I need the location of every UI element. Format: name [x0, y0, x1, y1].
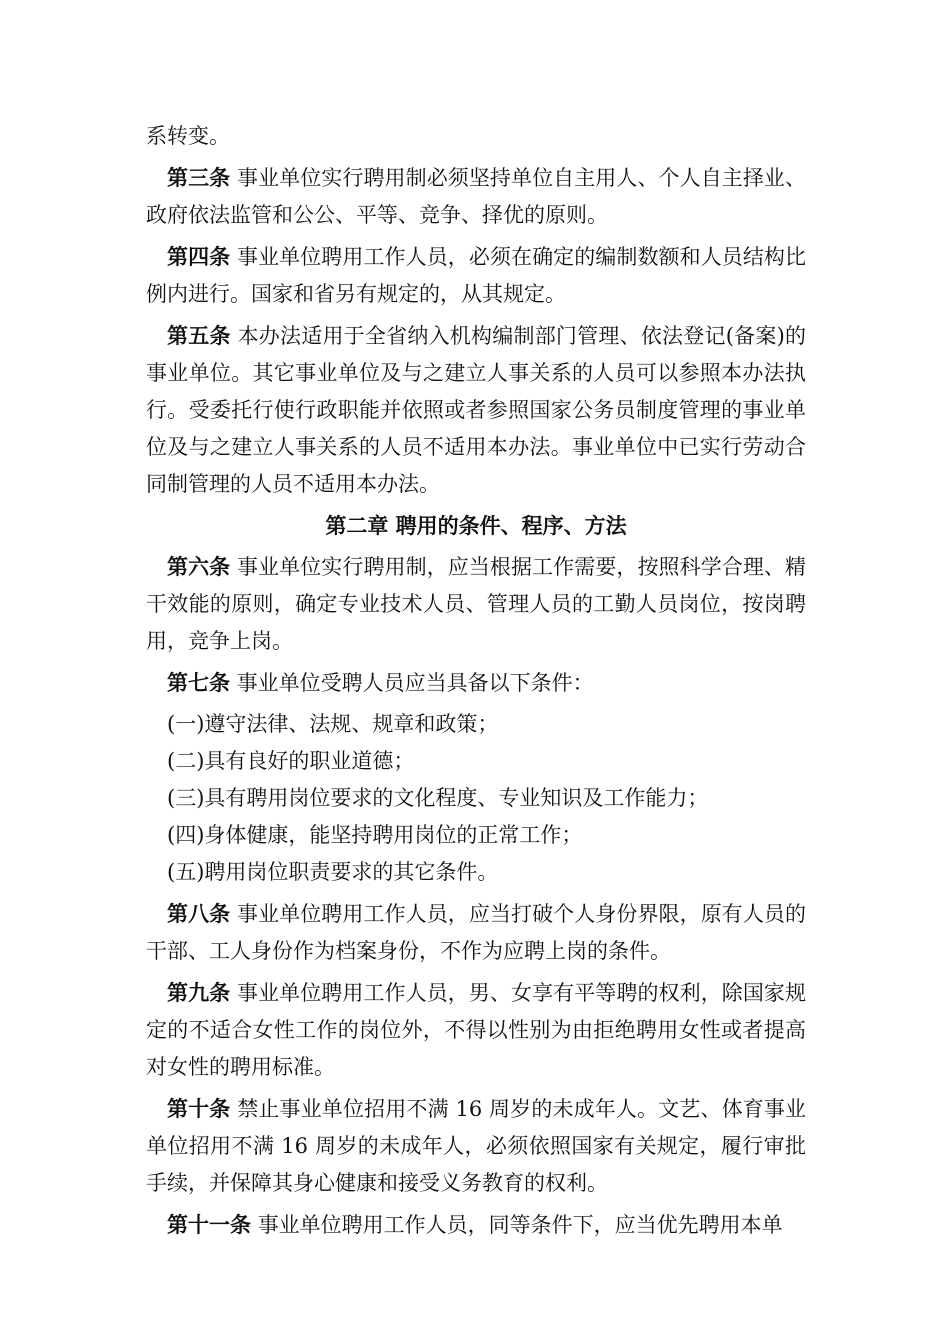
article-label: 第四条: [167, 244, 231, 269]
article-label: 第十条: [167, 1096, 231, 1121]
article-6: [146, 548, 806, 660]
article-label: 第七条: [167, 670, 230, 695]
article-text: 事业单位受聘人员应当具备以下条件：: [236, 671, 594, 695]
article-text: 事业单位实行聘用制，应当根据工作需要，按照科学合理、精干效能的原则，确定专业技术人员、管理人员的工勤人员岗位，按岗聘用，竞争上岗。: [146, 555, 807, 653]
article-label: 第九条: [167, 980, 231, 1005]
article-label: 第十一条: [167, 1212, 251, 1237]
document-body: [146, 118, 806, 1248]
chapter-title: 第二章 聘用的条件、程序、方法: [325, 513, 627, 538]
article-4: [146, 238, 806, 313]
condition-item: (四)身体健康，能坚持聘用岗位的正常工作；: [167, 823, 583, 847]
article-label: 第八条: [167, 901, 231, 926]
article-text: 禁止事业单位招用不满 16 周岁的未成年人。文艺、体育事业单位招用不满 16 周岁的未成年人，必须依照国家有关规定，履行审批手续，并保障其身心健康和接受义务教育的权利。: [146, 1097, 807, 1195]
article-text: 本办法适用于全省纳入机构编制部门管理、依法登记(备案)的事业单位。其它事业单位及与之建立人事关系的人员可以参照本办法执行。受委托行使行政职能并依照或者参照国家公务员制度管理的事业单位及与之建立人事关系的人员不适用本办法。事业单位中已实行劳动合同制管理的人员不适用本办法。: [146, 324, 806, 496]
article-text: 事业单位聘用工作人员，男、女享有平等聘的权利，除国家规定的不适合女性工作的岗位外，不得以性别为由拒绝聘用女性或者提高对女性的聘用标准。: [146, 981, 807, 1079]
condition-item: (一)遵守法律、法规、规章和政策；: [167, 712, 499, 736]
article-text: 事业单位聘用工作人员，应当打破个人身份界限，原有人员的干部、工人身份作为档案身份，不作为应聘上岗的条件。: [146, 902, 807, 963]
article-9: [146, 974, 806, 1086]
continuation-text: 系转变。: [146, 124, 230, 148]
article-text: 事业单位聘用工作人员，同等条件下，应当优先聘用本单: [257, 1213, 783, 1237]
condition-item: (二)具有良好的职业道德；: [167, 749, 415, 773]
article-7: [146, 664, 806, 702]
article-11: [146, 1206, 806, 1244]
article-10: [146, 1090, 806, 1202]
condition-item: (五)聘用岗位职责要求的其它条件。: [167, 860, 499, 884]
article-text: 事业单位聘用工作人员，必须在确定的编制数额和人员结构比例内进行。国家和省另有规定的，从其规定。: [146, 245, 807, 306]
article-8: [146, 895, 806, 970]
article-5: [146, 317, 806, 503]
article-3: [146, 159, 806, 234]
article-label: 第五条: [167, 323, 231, 348]
condition-item: (三)具有聘用岗位要求的文化程度、专业知识及工作能力；: [167, 786, 709, 810]
article-text: 事业单位实行聘用制必须坚持单位自主用人、个人自主择业、政府依法监管和公公、平等、竞争、择优的原则。: [146, 166, 807, 227]
article-label: 第六条: [167, 554, 231, 579]
article-label: 第三条: [167, 165, 231, 190]
